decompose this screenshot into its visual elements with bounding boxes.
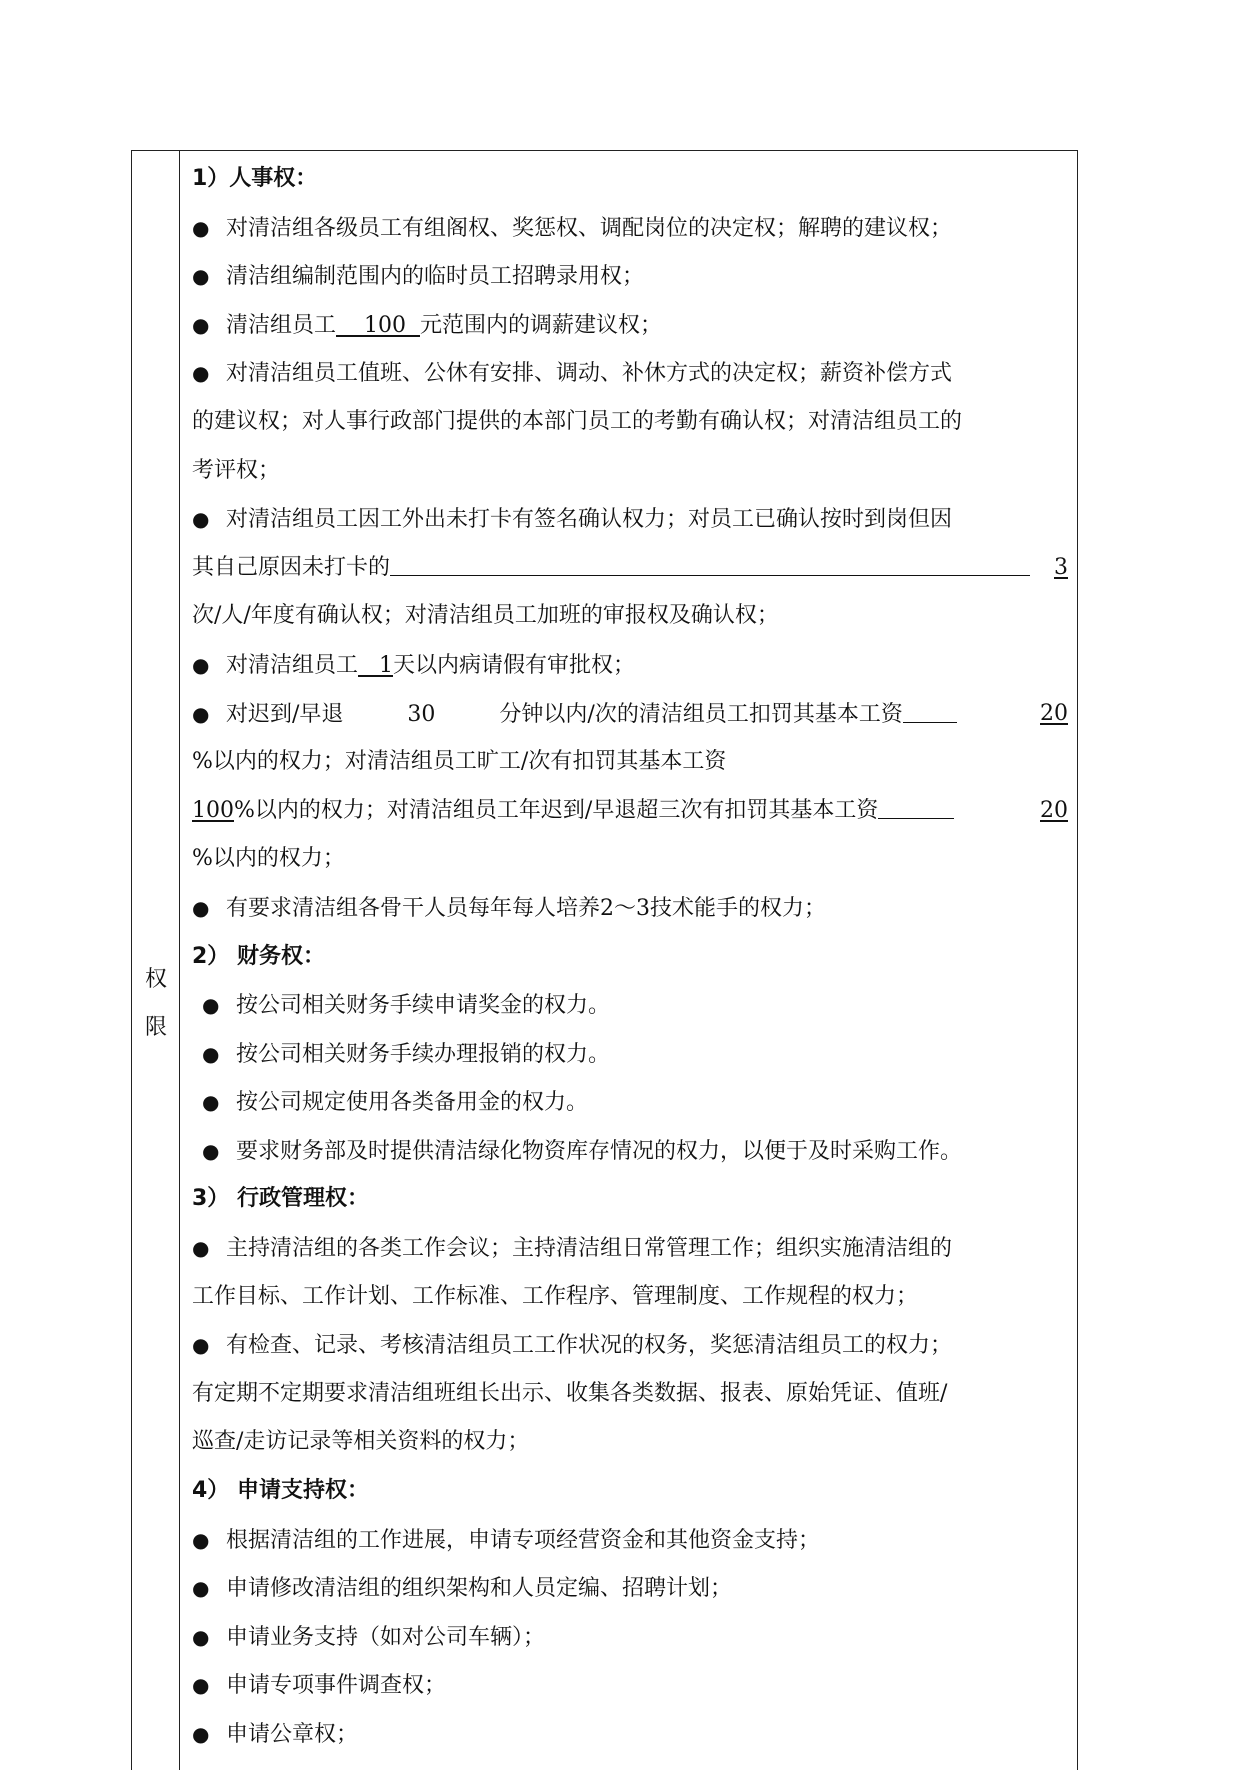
bullet-icon: ● [202, 1090, 220, 1115]
bullet-icon: ● [192, 215, 210, 240]
item-text: 申请修改清洁组的组织架构和人员定编、招聘计划； [226, 1576, 733, 1602]
bullet-icon: ● [192, 264, 210, 289]
days-value [358, 653, 393, 678]
item-text: 有要求清洁组各骨干人员每年每人培养2～3技术能手的权力； [226, 895, 826, 921]
bullet-icon: ● [202, 1041, 220, 1066]
bullet-icon: ● [192, 652, 210, 677]
list-item [192, 981, 1068, 1030]
item-text: 天以内病请假有审批权； [393, 652, 636, 678]
list-item [192, 1564, 1068, 1613]
item-text: 申请公章权； [226, 1722, 359, 1747]
label-column [132, 151, 180, 1770]
row-label-char-1: 权 [144, 967, 167, 992]
item-text: %以内的权力；对清洁组员工年迟到/早退超三次有扣罚其基本工资 [234, 797, 879, 823]
list-item [192, 1516, 1068, 1565]
list-item [192, 1078, 1068, 1127]
item-text: 有检查、记录、考核清洁组员工工作状况的权务，奖惩清洁组员工的权力； [226, 1333, 953, 1359]
item-text: 元范围内的调薪建议权； [420, 312, 663, 338]
bullet-icon: ● [192, 312, 210, 337]
item-text: 按公司相关财务手续办理报销的权力。 [236, 1041, 611, 1067]
item-text: 清洁组编制范围内的临时员工招聘录用权； [226, 264, 645, 290]
late-deduction-value: 20 [1040, 797, 1068, 823]
bullet-icon: ● [192, 1673, 210, 1698]
section-heading-finance: 2） 财务权： [192, 943, 325, 969]
item-text: 根据清洁组的工作进展，申请专项经营资金和其他资金支持； [226, 1527, 821, 1553]
item-text: 分钟以内/次的清洁组员工扣罚其基本工资 [499, 701, 903, 727]
list-item [192, 1613, 1068, 1662]
list-item [192, 252, 1068, 301]
deduction-value: 20 [1040, 700, 1068, 726]
list-item [192, 884, 1068, 933]
list-item [192, 301, 1068, 350]
item-text: 主持清洁组的各类工作会议；主持清洁组日常管理工作；组织实施清洁组的 [226, 1236, 953, 1262]
section-heading-support: 4） 申请支持权： [192, 1478, 369, 1504]
item-continuation: %以内的权力；对清洁组员工旷工/次有扣罚其基本工资 [192, 749, 727, 775]
bullet-icon: ● [192, 1576, 210, 1601]
item-continuation: 有定期不定期要求清洁组班组长出示、收集各类数据、报表、原始凭证、值班/ [192, 1380, 948, 1406]
list-item [192, 690, 1068, 739]
days-value-text: 1 [379, 652, 393, 678]
list-item [192, 1224, 1068, 1273]
item-continuation: 考评权； [192, 457, 281, 483]
item-continuation: 巡查/走访记录等相关资料的权力； [192, 1429, 530, 1455]
bullet-icon: ● [192, 507, 210, 532]
count-value: 3 [1054, 554, 1068, 580]
list-item [192, 1321, 1068, 1370]
list-item [192, 1710, 1068, 1759]
list-item [192, 349, 1068, 398]
salary-value-text: 100 [364, 312, 406, 338]
minutes-value: 30 [407, 701, 436, 727]
blank-line [878, 796, 954, 819]
item-text: 对迟到/早退 [226, 701, 344, 727]
list-item [192, 641, 1068, 690]
bullet-icon: ● [192, 1527, 210, 1552]
item-continuation: 次/人/年度有确认权；对清洁组员工加班的审报权及确认权； [192, 603, 779, 629]
item-text: 其自己原因未打卡的 [192, 554, 391, 580]
bullet-icon: ● [192, 1236, 210, 1261]
item-text: 要求财务部及时提供清洁绿化物资库存情况的权力，以便于及时采购工作。 [236, 1138, 963, 1164]
item-continuation: %以内的权力； [192, 846, 345, 872]
blank-line [903, 700, 957, 723]
row-label [132, 956, 180, 1052]
item-text: 按公司相关财务手续申请奖金的权力。 [236, 993, 611, 1019]
row-label-char-2: 限 [144, 1015, 167, 1040]
salary-value [336, 313, 420, 338]
item-text: 对清洁组员工因工外出未打卡有签名确认权力；对员工已确认按时到岗但因 [226, 507, 953, 533]
bullet-icon: ● [192, 361, 210, 386]
bullet-icon: ● [192, 895, 210, 920]
item-text: 对清洁组各级员工有组阁权、奖惩权、调配岗位的决定权；解聘的建议权； [226, 215, 953, 241]
list-item [192, 1030, 1068, 1079]
item-text: 对清洁组员工 [226, 652, 359, 678]
authority-table [131, 150, 1078, 1770]
bullet-icon: ● [202, 993, 220, 1018]
absence-deduction-value: 100 [192, 797, 234, 823]
item-continuation: 的建议权；对人事行政部门提供的本部门员工的考勤有确认权；对清洁组员工的 [192, 408, 963, 434]
bullet-icon: ● [202, 1138, 220, 1163]
section-heading-admin: 3） 行政管理权： [192, 1186, 369, 1212]
item-continuation [192, 544, 1068, 593]
list-item [192, 1661, 1068, 1710]
item-text: 清洁组员工 [226, 312, 337, 338]
item-continuation: 工作目标、工作计划、工作标准、工作程序、管理制度、工作规程的权力； [192, 1283, 919, 1309]
item-text: 申请业务支持（如对公司车辆）； [226, 1624, 546, 1650]
item-text: 申请专项事件调查权； [226, 1673, 447, 1699]
list-item [192, 1127, 1068, 1176]
item-text: 对清洁组员工值班、公休有安排、调动、补休方式的决定权；薪资补偿方式 [226, 361, 953, 387]
bullet-icon: ● [192, 701, 210, 726]
item-continuation [192, 787, 1068, 836]
list-item [192, 495, 1068, 544]
bullet-icon: ● [192, 1624, 210, 1649]
content-cell [192, 155, 1068, 1759]
item-text: 按公司规定使用各类备用金的权力。 [236, 1090, 589, 1116]
section-heading-personnel: 1）人事权： [192, 166, 318, 191]
list-item [192, 204, 1068, 253]
blank-line [390, 553, 1030, 576]
bullet-icon: ● [192, 1722, 210, 1746]
bullet-icon: ● [192, 1333, 210, 1358]
